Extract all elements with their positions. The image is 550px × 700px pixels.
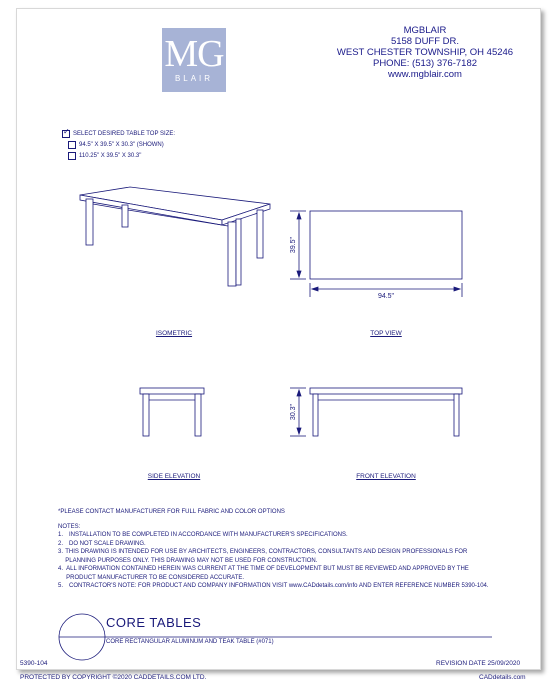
title-sub: CORE RECTANGULAR ALUMINUM AND TEAK TABLE (#071)	[106, 639, 274, 645]
note-item: 2. DO NOT SCALE DRAWING.	[58, 540, 146, 547]
notes-heading: NOTES:	[58, 523, 81, 530]
label-top-view: TOP VIEW	[370, 330, 402, 337]
size-prompt: SELECT DESIRED TABLE TOP SIZE:	[73, 130, 176, 137]
company-web: www.mgblair.com	[388, 69, 462, 80]
title-block	[58, 613, 498, 653]
label-side-elevation: SIDE ELEVATION	[147, 473, 201, 480]
note-item: 4. ALL INFORMATION CONTAINED HEREIN WAS CURRENT AT THE TIME OF DEVELOPMENT BUT MUST BE REVIEWED AND APPROVED BY THE PRODUCT MANUFACTURER TO BE CONSIDERED ACCURATE.	[58, 566, 469, 581]
company-street: 5158 DUFF DR.	[390, 36, 460, 47]
company-city: WEST CHESTER TOWNSHIP, OH 45246	[336, 47, 514, 58]
front-elevation-drawing	[290, 388, 462, 436]
label-isometric: ISOMETRIC	[155, 330, 193, 337]
side-elevation-drawing	[140, 388, 204, 436]
dim-length: 94.5"	[377, 293, 395, 300]
footer-copyright: PROTECTED BY COPYRIGHT ©2020 CADDETAILS.COM LTD.	[20, 674, 207, 681]
title-main: CORE TABLES	[106, 615, 202, 630]
company-phone: PHONE: (513) 376-7182	[372, 58, 478, 69]
note-item: 3. THIS DRAWING IS INTENDED FOR USE BY ARCHITECTS, ENGINEERS, CONTRACTORS, CONSULTANTS AND DESIGN PROFESSIONALS FOR PLANNING PURPOSES ONLY. THIS DRAWING MAY NOT BE USED FOR CONSTRUCTION.	[58, 549, 468, 564]
contact-note: *PLEASE CONTACT MANUFACTURER FOR FULL FABRIC AND COLOR OPTIONS	[58, 509, 285, 515]
dim-width: 39.5"	[290, 236, 297, 254]
logo-main-text: MG	[164, 33, 224, 75]
note-item: 1. INSTALLATION TO BE COMPLETED IN ACCORDANCE WITH MANUFACTURER'S SPECIFICATIONS.	[58, 532, 348, 538]
note-item: 5. CONTRACTOR'S NOTE: FOR PRODUCT AND COMPANY INFORMATION VISIT www.CADdetails.com/info AND ENTER REFERENCE NUMBER 5390-104.	[58, 583, 489, 589]
footer-revision: REVISION DATE 25/09/2020	[436, 660, 521, 667]
top-view-drawing	[290, 211, 462, 297]
footer-site[interactable]: CADdetails.com	[479, 674, 526, 681]
size-option-label: 110.25" X 39.5" X 30.3"	[79, 152, 142, 159]
logo-sub-text: BLAIR	[174, 74, 214, 83]
footer-ref: 5390-104	[20, 660, 48, 667]
company-name: MGBLAIR	[403, 25, 447, 36]
isometric-table-drawing	[80, 187, 270, 286]
notes-section	[58, 508, 498, 591]
size-option-label: 94.5" X 39.5" X 30.3" (SHOWN)	[79, 141, 164, 148]
label-front-elevation: FRONT ELEVATION	[356, 473, 416, 480]
dim-height: 30.3"	[290, 403, 297, 421]
